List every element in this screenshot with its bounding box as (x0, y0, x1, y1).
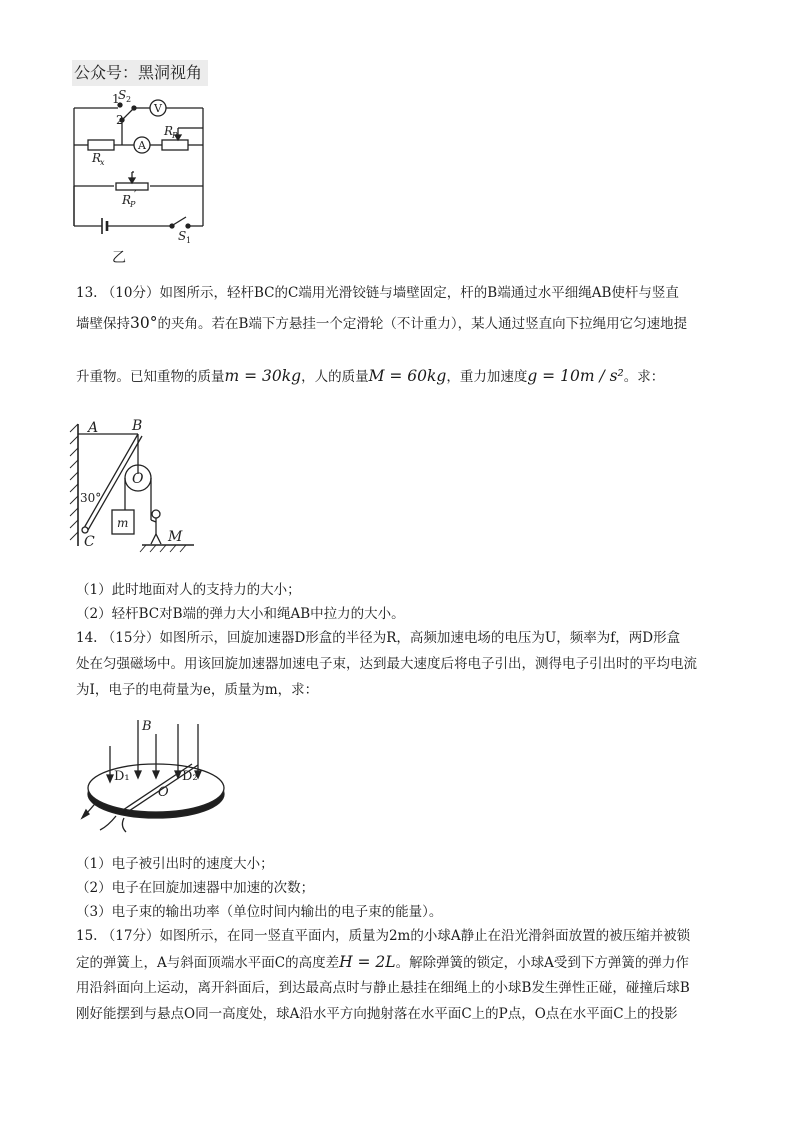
svg-text:′: ′ (134, 190, 137, 201)
circuit-caption: 乙 (112, 250, 126, 266)
svg-text:A: A (138, 139, 146, 152)
cyclotron-figure (80, 716, 230, 840)
svg-text:R: R (92, 151, 102, 165)
pulley-figure (66, 418, 206, 558)
q13-line1: 13. （10分）如图所示，轻杆BC的C端用光滑铰链与墙壁固定，杆的B端通过水平细绳AB使杆与竖直 (76, 285, 679, 301)
svg-text:2: 2 (126, 95, 132, 104)
mass-M-eq: M = 60kg (368, 367, 447, 385)
angle-30: 30° (130, 314, 158, 332)
svg-text:M: M (168, 529, 183, 545)
resistor-rx (88, 140, 114, 150)
q15-line1: 15. （17分）如图所示，在同一竖直平面内，质量为2m的小球A静止在沿光滑斜面放置的被压缩并被锁 (76, 928, 691, 944)
q14-sub1: （1）电子被引出时的速度大小； (76, 856, 274, 872)
svg-text:S: S (118, 88, 127, 102)
svg-text:1: 1 (186, 236, 192, 245)
svg-text:1: 1 (112, 92, 120, 106)
height-eq: H = 2L (339, 953, 396, 971)
svg-text:B: B (142, 719, 152, 734)
svg-text:O: O (158, 785, 169, 800)
svg-text:P: P (172, 131, 178, 140)
watermark-label: 公众号：黑洞视角 (72, 60, 208, 86)
svg-text:C: C (84, 534, 95, 550)
svg-text:30°: 30° (80, 491, 102, 505)
svg-text:A: A (88, 420, 99, 436)
q15-line4: 刚好能摆到与悬点O同一高度处，球A沿水平方向抛射落在水平面C上的P点，O点在水平面C上的投影 (76, 1006, 678, 1022)
q14-line3: 为I，电子的电荷量为e，质量为m，求： (76, 682, 319, 698)
svg-text:R: R (164, 124, 174, 138)
q14-sub3: （3）电子束的输出功率（单位时间内输出的电子束的能量）。 (76, 904, 443, 920)
rheostat-rp (162, 140, 188, 150)
svg-text:O: O (132, 471, 144, 487)
q13-line3: 升重物。已知重物的质量m = 30kg，人的质量M = 60kg，重力加速度g = 10m / s²。求： (76, 367, 665, 385)
svg-text:D₂: D₂ (182, 769, 198, 784)
svg-text:R: R (122, 193, 132, 207)
circuit-diagram (60, 86, 220, 266)
q14-line1: 14. （15分）如图所示，回旋加速器D形盒的半径为R，高频加速电场的电压为U，频率为f，两D形盒 (76, 630, 681, 646)
q15-line2: 定的弹簧上，A与斜面顶端水平面C的高度差H = 2L。解除弹簧的锁定，小球A受到下方弹簧的弹力作 (76, 953, 689, 971)
svg-text:m: m (117, 516, 129, 530)
svg-text:P: P (130, 200, 136, 209)
svg-text:V: V (154, 102, 162, 115)
q15-line3: 用沿斜面向上运动，离开斜面后，到达最高点时与静止悬挂在细绳上的小球B发生弹性正碰，碰撞后球B (76, 980, 690, 996)
svg-text:B: B (132, 418, 143, 434)
mass-m-eq: m = 30kg (224, 367, 302, 385)
svg-text:x: x (100, 158, 105, 167)
q14-sub2: （2）电子在回旋加速器中加速的次数； (76, 880, 315, 896)
svg-text:S: S (178, 229, 187, 243)
q14-line2: 处在匀强磁场中。用该回旋加速器加速电子束，达到最大速度后将电子引出，测得电子引出时的平均电流 (76, 656, 697, 672)
q13-line2: 墙壁保持30°的夹角。若在B端下方悬挂一个定滑轮（不计重力），某人通过竖直向下拉绳用它匀速地提 (76, 314, 688, 332)
svg-text:2: 2 (116, 113, 124, 127)
svg-text:D₁: D₁ (114, 769, 130, 784)
q13-sub2: （2）轻杆BC对B端的弹力大小和绳AB中拉力的大小。 (76, 606, 405, 622)
q13-sub1: （1）此时地面对人的支持力的大小； (76, 582, 301, 598)
gravity-eq: g = 10m / s² (527, 367, 624, 385)
